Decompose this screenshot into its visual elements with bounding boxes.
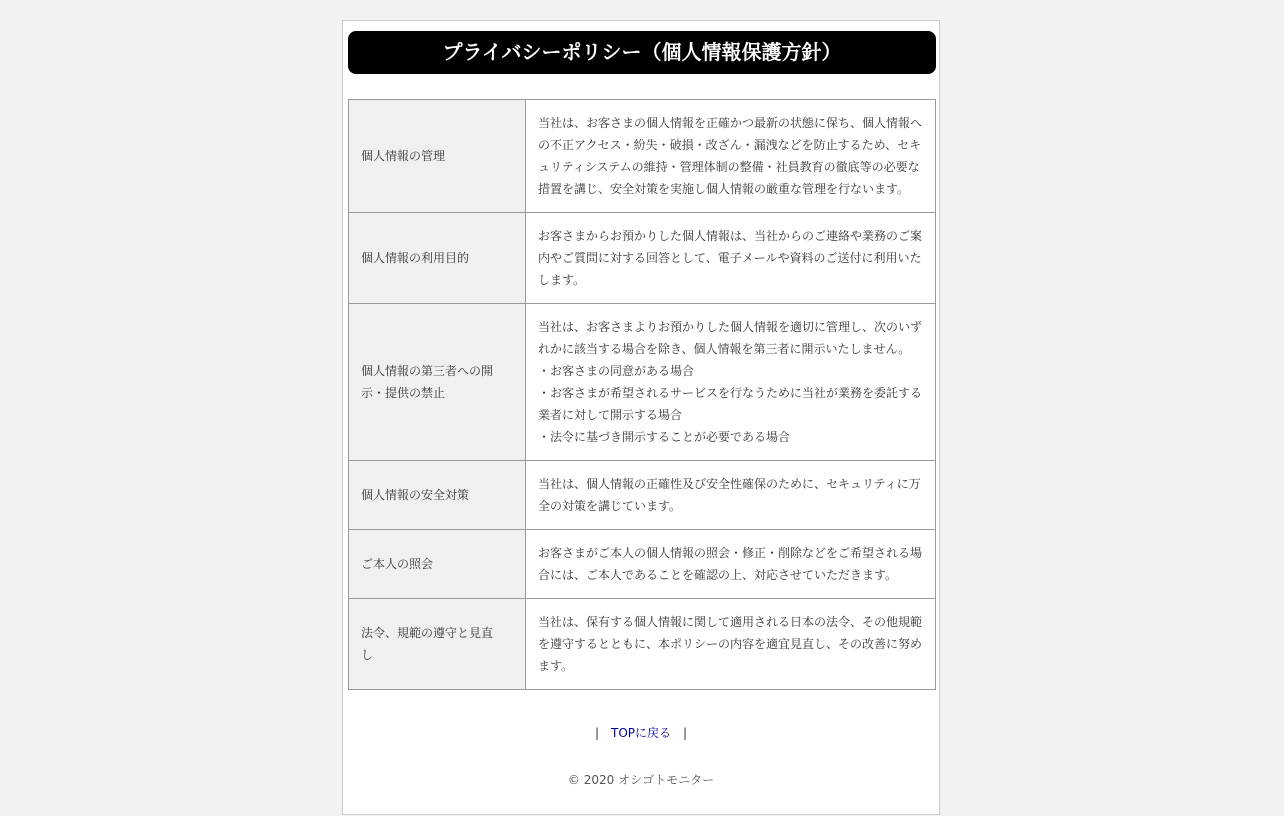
nav-separator: |: [594, 726, 599, 740]
row-text: ・お客さまの同意がある場合: [538, 364, 695, 378]
row-heading: 個人情報の利用目的: [349, 213, 526, 304]
row-heading: 個人情報の安全対策: [349, 461, 526, 530]
row-text: 当社は、保有する個人情報に関して適用される日本の法令、その他規範を遵守するとともに、本ポリシーの内容を適宜見直し、その改善に努めます。: [538, 615, 923, 673]
row-heading: 個人情報の管理: [349, 100, 526, 213]
footer-nav: [343, 724, 939, 741]
row-text: 当社は、お客さまよりお預かりした個人情報を適切に管理し、次のいずれかに該当する場合を除き、個人情報を第三者に開示いたしません。: [538, 320, 923, 356]
table-row: [349, 599, 936, 690]
row-content: [526, 304, 936, 461]
row-content: [526, 530, 936, 599]
copyright: © 2020 オシゴトモニター: [567, 773, 715, 787]
row-content: [526, 100, 936, 213]
row-text: ・法令に基づき開示することが必要である場合: [538, 430, 791, 444]
nav-separator: |: [683, 726, 688, 740]
row-text: 当社は、お客さまの個人情報を正確かつ最新の状態に保ち、個人情報への不正アクセス・紛失・破損・改ざん・漏洩などを防止するため、セキュリティシステムの維持・管理体制の整備・社員教育の徹底等の必要な措置を講じ、安全対策を実施し個人情報の厳重な管理を行ないます。: [538, 116, 923, 196]
row-heading: ご本人の照会: [349, 530, 526, 599]
row-text: 当社は、個人情報の正確性及び安全性確保のために、セキュリティに万全の対策を講じています。: [538, 477, 921, 513]
row-text: ・お客さまが希望されるサービスを行なうために当社が業務を委託する業者に対して開示する場合: [538, 386, 923, 422]
page-title: プライバシーポリシー（個人情報保護方針）: [348, 31, 936, 74]
row-heading: 法令、規範の遵守と見直し: [349, 599, 526, 690]
row-heading: 個人情報の第三者への開示・提供の禁止: [349, 304, 526, 461]
table-row: [349, 461, 936, 530]
table-row: [349, 530, 936, 599]
row-content: [526, 213, 936, 304]
row-content: [526, 599, 936, 690]
table-row: [349, 304, 936, 461]
row-text: お客さまがご本人の個人情報の照会・修正・削除などをご希望される場合には、ご本人であることを確認の上、対応させていただきます。: [538, 546, 923, 582]
page-container: [342, 20, 940, 815]
top-link[interactable]: TOPに戻る: [610, 726, 671, 740]
row-content: [526, 461, 936, 530]
row-text: お客さまからお預かりした個人情報は、当社からのご連絡や業務のご案内やご質問に対する回答として、電子メールや資料のご送付に利用いたします。: [538, 229, 923, 287]
policy-table: [348, 99, 936, 690]
table-row: [349, 100, 936, 213]
table-row: [349, 213, 936, 304]
